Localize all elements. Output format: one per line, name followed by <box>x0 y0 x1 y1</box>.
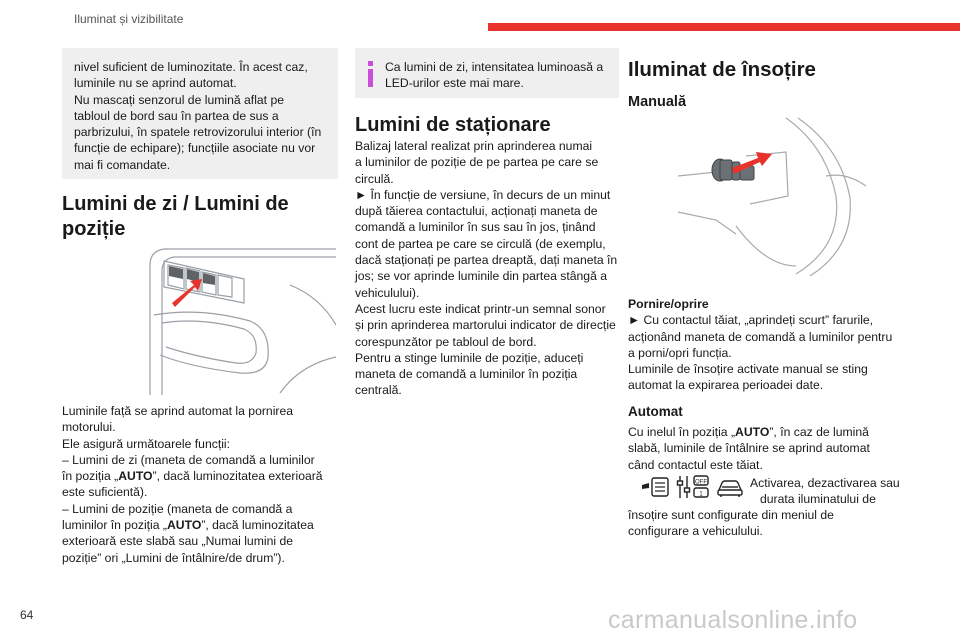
heading-line: Lumini de zi / Lumini de <box>62 193 289 215</box>
section-heading-daylights <box>62 192 338 242</box>
auto-keyword: AUTO <box>118 469 153 484</box>
text-line: Luminile de însoțire activate manual se sting <box>628 362 868 377</box>
note-line: tabloul de bord sau în partea de sus a <box>74 108 279 123</box>
text-line: Luminile față se aprind automat la pornirea <box>62 404 294 418</box>
subheading-manual: Manuală <box>628 94 687 110</box>
text-line: – Lumini de poziție (maneta de comandă a <box>62 501 293 516</box>
text-line: corespunzător pe tabloul de bord. <box>355 334 537 349</box>
text-line: Ele asigură următoarele funcții: <box>62 436 231 451</box>
svg-text:OFF: OFF <box>695 479 707 486</box>
text-line: – Lumini de zi (maneta de comandă a luminilor <box>62 452 315 467</box>
daylights-text <box>62 403 338 566</box>
text-line: dacă staționați pe partea dreaptă, dați maneta în <box>355 253 618 268</box>
text-line: motorului. <box>62 420 116 435</box>
watermark: carmanualsonline.info <box>608 606 858 634</box>
text-span: Cu inelul în poziția „ <box>628 425 736 439</box>
text-line: comandă a luminilor în sus sau în jos, ținând <box>355 220 596 235</box>
text-line: centrală. <box>355 383 402 398</box>
text-line: ► Cu contactul tăiat, „aprindeți scurt” farurile, <box>628 313 874 328</box>
icons-text-right <box>750 475 910 508</box>
text-line: Activarea, dezactivarea sau <box>750 476 900 490</box>
header-title: Iluminat și vizibilitate <box>74 12 184 26</box>
text-line <box>628 424 908 440</box>
text-span: ”, dacă luminozitatea <box>201 518 314 533</box>
headlamp-icon <box>640 476 670 498</box>
text-line <box>62 517 338 533</box>
note-line: parbrizului, în spatele retrovizorului interior (în <box>74 125 322 140</box>
page-number: 64 <box>20 608 34 622</box>
text-span: luminilor în poziția „ <box>62 518 167 533</box>
text-span: ”, în caz de lumină <box>769 425 869 439</box>
text-line: jos; se vor aprinde luminile din partea stângă a <box>355 269 608 284</box>
car-icon <box>716 478 744 498</box>
text-line: maneta de comandă a luminilor în poziția <box>355 367 578 382</box>
text-line: și prin aprinderea martorului indicator de direcție <box>355 318 616 333</box>
note-box <box>62 48 338 179</box>
onoff-label: Pornire/oprire <box>628 297 709 311</box>
text-line: poziție” ori „Lumini de întâlnire/de drum”). <box>62 550 285 565</box>
note-line: luminile nu se aprind automat. <box>74 76 237 91</box>
text-line <box>62 468 338 484</box>
subheading-automatic: Automat <box>628 404 683 419</box>
text-line: este suficientă). <box>62 485 148 500</box>
auto-keyword: AUTO <box>167 518 202 533</box>
text-line: Acest lucru este indicat printr-un semnal sonor <box>355 301 606 316</box>
parking-text <box>355 138 625 399</box>
stalk-illustration <box>676 116 876 276</box>
light-switch-illustration <box>140 245 336 397</box>
header-accent-bar <box>488 23 960 31</box>
text-line: vehiculului). <box>355 285 420 300</box>
text-line: Balizaj lateral realizat prin aprinderea numai <box>355 139 593 153</box>
automatic-text <box>628 424 908 473</box>
text-line: exterioară este slabă sau „Numai lumini de <box>62 534 293 549</box>
text-line: a porni/opri funcția. <box>628 345 732 360</box>
info-line: LED-urilor este mai mare. <box>385 76 524 91</box>
text-line: durata iluminatului de <box>760 492 876 507</box>
text-line: Pentru a stinge luminile de poziție, aduceți <box>355 350 584 365</box>
note-line: nivel suficient de luminozitate. În acest caz, <box>74 60 308 74</box>
text-span: ”, dacă luminozitatea exterioară <box>152 469 323 484</box>
text-line: când contactul este tăiat. <box>628 457 763 472</box>
note-line: funcție de echipare); funcțiile asociate nu vor <box>74 141 316 156</box>
text-line: acționând maneta de comandă a luminilor pentru <box>628 329 893 344</box>
text-line: cont de partea pe care se circulă (de exemplu, <box>355 236 606 251</box>
info-line: Ca lumini de zi, intensitatea luminoasă a <box>385 60 604 74</box>
auto-keyword: AUTO <box>735 425 770 439</box>
text-span: în poziția „ <box>62 469 119 484</box>
text-line: configurare a vehiculului. <box>628 524 763 539</box>
text-line: însoțire sunt configurate din meniul de <box>628 508 834 522</box>
text-line: ► În funcție de versiune, în decurs de un minut <box>355 187 611 202</box>
note-line: mai fi comandate. <box>74 157 171 172</box>
icons-text-bottom <box>628 507 908 540</box>
manual-text <box>628 296 908 394</box>
note-line: Nu mascați senzorul de lumină aflat pe <box>74 92 285 107</box>
text-line: slabă, luminile de întâlnire se aprind automat <box>628 441 870 456</box>
text-line: după tăierea contactului, acționați maneta de <box>355 204 598 219</box>
info-box <box>355 48 619 98</box>
settings-sliders-icon <box>676 474 712 500</box>
text-line: circulă. <box>355 171 394 186</box>
heading-line: poziție <box>62 218 126 240</box>
section-heading-guide-me-home: Iluminat de însoțire <box>628 58 816 81</box>
svg-text:1: 1 <box>699 491 703 498</box>
info-icon <box>365 61 377 87</box>
text-line: automat la expirarea perioadei date. <box>628 378 824 393</box>
section-heading-parking: Lumini de staționare <box>355 114 551 136</box>
text-line: a luminilor de poziție de pe partea pe care se <box>355 155 599 170</box>
